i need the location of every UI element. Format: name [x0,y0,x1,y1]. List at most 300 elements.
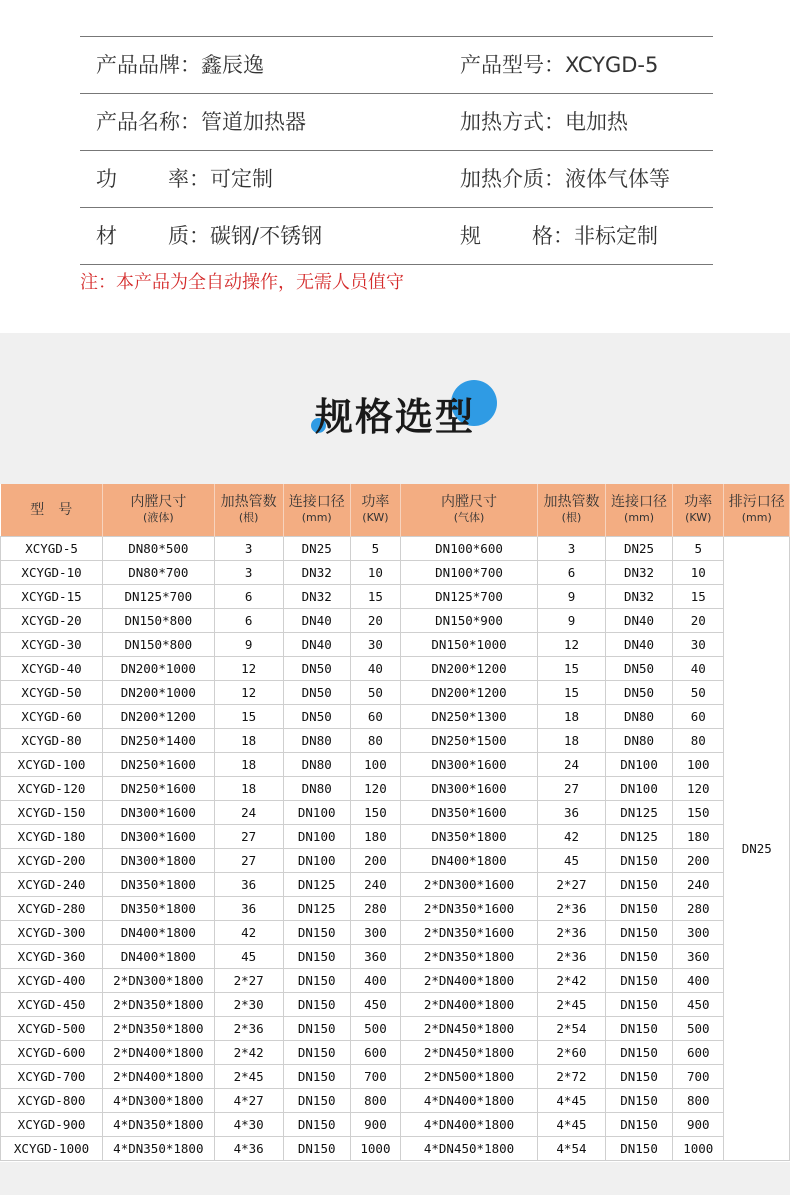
cell-liquid-port: DN32 [283,585,350,609]
table-row [1,897,790,921]
table-row [1,945,790,969]
info-brand: 产品品牌：鑫辰逸 [96,53,264,77]
cell-liquid-tubes: 45 [214,945,283,969]
brand-label: 产品品牌 [96,53,180,77]
cell-gas-power: 60 [673,705,724,729]
cell-gas-port: DN32 [606,585,673,609]
cell-gas-tubes: 45 [537,849,605,873]
cell-model: XCYGD-300 [1,921,103,945]
cell-gas-tubes: 2*72 [537,1065,605,1089]
cell-liquid-port: DN32 [283,561,350,585]
cell-gas-port: DN150 [606,1113,673,1137]
cell-liquid-port: DN80 [283,753,350,777]
cell-gas-port: DN150 [606,897,673,921]
cell-liquid-tubes: 6 [214,609,283,633]
cell-model: XCYGD-200 [1,849,103,873]
th-gas-size: 内膛尺寸 (气体) [401,484,538,537]
cell-gas-size: 2*DN350*1600 [401,897,538,921]
cell-gas-tubes: 2*45 [537,993,605,1017]
table-row [1,921,790,945]
cell-liquid-power: 5 [350,537,401,561]
cell-gas-tubes: 15 [537,681,605,705]
cell-liquid-size: DN200*1000 [103,657,215,681]
cell-gas-power: 40 [673,657,724,681]
table-row [1,657,790,681]
cell-liquid-size: 2*DN350*1800 [103,993,215,1017]
table-row [1,1089,790,1113]
cell-gas-port: DN100 [606,753,673,777]
cell-liquid-power: 450 [350,993,401,1017]
cell-liquid-tubes: 18 [214,777,283,801]
cell-liquid-size: DN400*1800 [103,945,215,969]
cell-liquid-size: DN80*700 [103,561,215,585]
cell-gas-tubes: 9 [537,609,605,633]
cell-gas-size: DN400*1800 [401,849,538,873]
cell-gas-size: DN125*700 [401,585,538,609]
cell-liquid-tubes: 3 [214,537,283,561]
cell-liquid-size: 2*DN400*1800 [103,1065,215,1089]
cell-liquid-power: 600 [350,1041,401,1065]
name-label: 产品名称 [96,110,180,134]
cell-liquid-power: 50 [350,681,401,705]
cell-liquid-size: 4*DN300*1800 [103,1089,215,1113]
brand-value: 鑫辰逸 [201,53,264,77]
cell-gas-power: 360 [673,945,724,969]
cell-gas-port: DN150 [606,873,673,897]
cell-gas-power: 150 [673,801,724,825]
cell-liquid-tubes: 12 [214,657,283,681]
cell-model: XCYGD-10 [1,561,103,585]
heating-method-value: 电加热 [565,110,628,134]
cell-liquid-size: 4*DN350*1800 [103,1113,215,1137]
cell-gas-size: DN100*700 [401,561,538,585]
info-spec: 规 格：非标定制 [460,208,658,264]
cell-gas-size: 4*DN400*1800 [401,1089,538,1113]
product-info-table [80,36,713,265]
cell-liquid-size: 4*DN350*1800 [103,1137,215,1161]
cell-liquid-power: 360 [350,945,401,969]
cell-liquid-power: 100 [350,753,401,777]
cell-liquid-port: DN150 [283,993,350,1017]
power-label-a: 功 [96,167,117,191]
cell-model: XCYGD-900 [1,1113,103,1137]
cell-gas-tubes: 15 [537,657,605,681]
cell-liquid-tubes: 12 [214,681,283,705]
cell-model: XCYGD-360 [1,945,103,969]
cell-liquid-power: 80 [350,729,401,753]
cell-model: XCYGD-700 [1,1065,103,1089]
cell-liquid-tubes: 27 [214,825,283,849]
cell-gas-port: DN150 [606,945,673,969]
cell-gas-power: 30 [673,633,724,657]
cell-liquid-port: DN100 [283,849,350,873]
cell-gas-size: DN150*1000 [401,633,538,657]
cell-model: XCYGD-30 [1,633,103,657]
cell-gas-tubes: 2*27 [537,873,605,897]
cell-liquid-tubes: 2*36 [214,1017,283,1041]
cell-gas-port: DN50 [606,657,673,681]
info-heating-method: 加热方式：电加热 [460,110,628,134]
info-name: 产品名称：管道加热器 [96,110,306,134]
cell-model: XCYGD-150 [1,801,103,825]
cell-liquid-size: DN300*1600 [103,825,215,849]
cell-liquid-tubes: 3 [214,561,283,585]
cell-liquid-power: 200 [350,849,401,873]
cell-gas-port: DN100 [606,777,673,801]
cell-liquid-size: DN200*1200 [103,705,215,729]
cell-gas-tubes: 2*54 [537,1017,605,1041]
cell-gas-size: DN200*1200 [401,681,538,705]
cell-liquid-port: DN150 [283,1137,350,1161]
table-row [1,1113,790,1137]
power-value: 可定制 [210,167,273,191]
th-gas-power: 功率 (KW) [673,484,724,537]
cell-liquid-power: 20 [350,609,401,633]
cell-model: XCYGD-20 [1,609,103,633]
cell-gas-port: DN80 [606,705,673,729]
cell-gas-tubes: 2*60 [537,1041,605,1065]
cell-gas-size: DN150*900 [401,609,538,633]
cell-liquid-power: 180 [350,825,401,849]
cell-liquid-tubes: 27 [214,849,283,873]
cell-gas-port: DN125 [606,825,673,849]
spec-label-a: 规 [460,224,481,248]
table-row [1,633,790,657]
cell-liquid-tubes: 4*27 [214,1089,283,1113]
cell-gas-size: DN350*1600 [401,801,538,825]
cell-gas-tubes: 42 [537,825,605,849]
cell-gas-port: DN150 [606,1065,673,1089]
cell-liquid-power: 240 [350,873,401,897]
th-model: 型 号 [1,484,103,537]
cell-gas-power: 1000 [673,1137,724,1161]
cell-gas-size: 2*DN450*1800 [401,1041,538,1065]
cell-gas-port: DN150 [606,1017,673,1041]
cell-gas-port: DN125 [606,801,673,825]
cell-liquid-size: 2*DN400*1800 [103,1041,215,1065]
cell-gas-port: DN150 [606,993,673,1017]
th-gas-tubes: 加热管数 (根) [537,484,605,537]
table-row [1,1041,790,1065]
cell-gas-size: 2*DN500*1800 [401,1065,538,1089]
cell-model: XCYGD-600 [1,1041,103,1065]
table-row [1,1017,790,1041]
material-value: 碳钢/不锈钢 [210,224,323,248]
cell-model: XCYGD-180 [1,825,103,849]
cell-gas-port: DN150 [606,1137,673,1161]
cell-liquid-size: DN350*1800 [103,897,215,921]
cell-gas-power: 280 [673,897,724,921]
cell-liquid-port: DN50 [283,681,350,705]
table-header-row [1,484,790,537]
cell-gas-tubes: 18 [537,705,605,729]
table-row [1,1065,790,1089]
cell-model: XCYGD-5 [1,537,103,561]
cell-gas-port: DN40 [606,609,673,633]
cell-gas-power: 450 [673,993,724,1017]
section-footer [0,1162,790,1195]
cell-gas-power: 600 [673,1041,724,1065]
cell-model: XCYGD-120 [1,777,103,801]
heating-method-label: 加热方式 [460,110,544,134]
table-row [1,969,790,993]
info-material: 材 质：碳钢/不锈钢 [96,208,322,264]
cell-liquid-port: DN125 [283,897,350,921]
table-row [1,801,790,825]
cell-liquid-tubes: 18 [214,753,283,777]
table-body [1,537,790,1161]
cell-gas-port: DN150 [606,1089,673,1113]
cell-liquid-size: DN350*1800 [103,873,215,897]
cell-gas-tubes: 36 [537,801,605,825]
cell-liquid-tubes: 4*36 [214,1137,283,1161]
cell-gas-size: 2*DN350*1600 [401,921,538,945]
cell-liquid-port: DN80 [283,729,350,753]
cell-liquid-size: DN300*1600 [103,801,215,825]
spec-table-container [0,484,790,1162]
cell-liquid-power: 400 [350,969,401,993]
cell-liquid-tubes: 9 [214,633,283,657]
cell-gas-tubes: 18 [537,729,605,753]
cell-liquid-power: 700 [350,1065,401,1089]
cell-model: XCYGD-450 [1,993,103,1017]
cell-liquid-tubes: 2*30 [214,993,283,1017]
cell-liquid-power: 15 [350,585,401,609]
cell-liquid-port: DN150 [283,1065,350,1089]
cell-gas-power: 80 [673,729,724,753]
table-row [1,873,790,897]
th-drain: 排污口径 (mm) [724,484,790,537]
cell-gas-size: 2*DN400*1800 [401,993,538,1017]
table-row [1,777,790,801]
cell-model: XCYGD-15 [1,585,103,609]
cell-liquid-port: DN150 [283,921,350,945]
spec-label-b: 格 [532,224,553,248]
cell-liquid-port: DN150 [283,945,350,969]
cell-gas-port: DN32 [606,561,673,585]
cell-liquid-port: DN40 [283,633,350,657]
cell-gas-power: 700 [673,1065,724,1089]
cell-liquid-tubes: 2*42 [214,1041,283,1065]
cell-gas-port: DN50 [606,681,673,705]
table-row [1,753,790,777]
cell-liquid-port: DN150 [283,1041,350,1065]
cell-gas-tubes: 2*36 [537,897,605,921]
cell-liquid-port: DN150 [283,969,350,993]
cell-liquid-port: DN100 [283,825,350,849]
cell-gas-tubes: 2*42 [537,969,605,993]
cell-gas-power: 15 [673,585,724,609]
cell-gas-power: 120 [673,777,724,801]
cell-liquid-port: DN50 [283,705,350,729]
cell-gas-power: 300 [673,921,724,945]
table-row [1,825,790,849]
table-row [1,1137,790,1161]
table-row [1,585,790,609]
cell-liquid-size: DN150*800 [103,609,215,633]
cell-model: XCYGD-240 [1,873,103,897]
cell-liquid-size: DN150*800 [103,633,215,657]
note-text: 注：本产品为全自动操作，无需人员值守 [80,272,404,293]
cell-gas-tubes: 27 [537,777,605,801]
th-liquid-power: 功率 (KW) [350,484,401,537]
model-label: 产品型号 [460,53,544,77]
cell-model: XCYGD-800 [1,1089,103,1113]
cell-gas-port: DN25 [606,537,673,561]
cell-gas-size: 2*DN350*1800 [401,945,538,969]
medium-label: 加热介质 [460,167,544,191]
cell-liquid-size: DN250*1600 [103,753,215,777]
cell-gas-power: 20 [673,609,724,633]
th-liquid-port: 连接口径 (mm) [283,484,350,537]
spec-value: 非标定制 [574,224,658,248]
table-row [1,729,790,753]
cell-gas-size: 2*DN400*1800 [401,969,538,993]
cell-gas-size: 2*DN300*1600 [401,873,538,897]
cell-liquid-port: DN150 [283,1017,350,1041]
table-row [1,537,790,561]
cell-liquid-power: 800 [350,1089,401,1113]
cell-gas-power: 200 [673,849,724,873]
cell-gas-port: DN150 [606,849,673,873]
cell-liquid-port: DN125 [283,873,350,897]
power-label-b: 率 [168,167,189,191]
name-value: 管道加热器 [201,110,306,134]
info-row-name [80,93,713,150]
cell-gas-size: 4*DN400*1800 [401,1113,538,1137]
cell-drain: DN25 [724,537,790,1161]
info-model: 产品型号：XCYGD-5 [460,53,659,77]
cell-gas-tubes: 12 [537,633,605,657]
cell-liquid-size: DN250*1600 [103,777,215,801]
cell-liquid-port: DN150 [283,1113,350,1137]
cell-model: XCYGD-60 [1,705,103,729]
material-label-b: 质 [168,224,189,248]
cell-gas-tubes: 2*36 [537,945,605,969]
cell-liquid-tubes: 36 [214,873,283,897]
cell-liquid-size: 2*DN350*1800 [103,1017,215,1041]
cell-gas-port: DN150 [606,921,673,945]
cell-gas-power: 100 [673,753,724,777]
cell-liquid-power: 30 [350,633,401,657]
cell-liquid-tubes: 42 [214,921,283,945]
cell-gas-tubes: 4*45 [537,1113,605,1137]
th-gas-port: 连接口径 (mm) [606,484,673,537]
cell-model: XCYGD-400 [1,969,103,993]
cell-gas-tubes: 9 [537,585,605,609]
table-row [1,681,790,705]
th-liquid-tubes: 加热管数 (根) [214,484,283,537]
cell-liquid-size: DN400*1800 [103,921,215,945]
cell-liquid-power: 280 [350,897,401,921]
cell-gas-size: DN250*1300 [401,705,538,729]
cell-gas-power: 50 [673,681,724,705]
cell-gas-size: DN200*1200 [401,657,538,681]
cell-liquid-power: 120 [350,777,401,801]
cell-liquid-power: 150 [350,801,401,825]
cell-model: XCYGD-100 [1,753,103,777]
cell-liquid-port: DN100 [283,801,350,825]
cell-model: XCYGD-500 [1,1017,103,1041]
cell-liquid-power: 300 [350,921,401,945]
cell-liquid-size: DN300*1800 [103,849,215,873]
cell-liquid-power: 10 [350,561,401,585]
cell-model: XCYGD-1000 [1,1137,103,1161]
cell-gas-power: 800 [673,1089,724,1113]
cell-gas-size: DN300*1600 [401,777,538,801]
cell-liquid-tubes: 18 [214,729,283,753]
cell-gas-power: 900 [673,1113,724,1137]
cell-gas-power: 240 [673,873,724,897]
cell-model: XCYGD-40 [1,657,103,681]
cell-gas-size: DN300*1600 [401,753,538,777]
cell-liquid-port: DN150 [283,1089,350,1113]
material-label-a: 材 [96,224,117,248]
cell-gas-power: 10 [673,561,724,585]
cell-liquid-tubes: 24 [214,801,283,825]
info-row-material [80,207,713,265]
info-medium: 加热介质：液体气体等 [460,167,670,191]
cell-liquid-port: DN80 [283,777,350,801]
cell-liquid-power: 40 [350,657,401,681]
cell-gas-power: 5 [673,537,724,561]
section-title: 规格选型 [314,395,475,439]
cell-gas-size: 4*DN450*1800 [401,1137,538,1161]
cell-gas-size: 2*DN450*1800 [401,1017,538,1041]
cell-model: XCYGD-280 [1,897,103,921]
table-row [1,561,790,585]
table-row [1,609,790,633]
cell-gas-tubes: 3 [537,537,605,561]
th-liquid-size: 内膛尺寸 (液体) [103,484,215,537]
cell-liquid-power: 60 [350,705,401,729]
cell-gas-tubes: 2*36 [537,921,605,945]
cell-gas-port: DN150 [606,969,673,993]
cell-gas-port: DN150 [606,1041,673,1065]
cell-liquid-tubes: 2*27 [214,969,283,993]
cell-gas-size: DN250*1500 [401,729,538,753]
cell-liquid-port: DN40 [283,609,350,633]
cell-liquid-power: 1000 [350,1137,401,1161]
info-row-brand [80,36,713,93]
cell-gas-size: DN100*600 [401,537,538,561]
cell-gas-power: 180 [673,825,724,849]
cell-gas-size: DN350*1800 [401,825,538,849]
cell-liquid-size: DN200*1000 [103,681,215,705]
spec-table [0,484,790,1161]
table-row [1,993,790,1017]
cell-liquid-tubes: 6 [214,585,283,609]
cell-liquid-power: 500 [350,1017,401,1041]
cell-gas-tubes: 6 [537,561,605,585]
cell-liquid-size: 2*DN300*1800 [103,969,215,993]
cell-liquid-power: 900 [350,1113,401,1137]
cell-gas-tubes: 4*45 [537,1089,605,1113]
cell-gas-tubes: 24 [537,753,605,777]
cell-liquid-size: DN250*1400 [103,729,215,753]
cell-liquid-size: DN125*700 [103,585,215,609]
cell-gas-power: 500 [673,1017,724,1041]
cell-model: XCYGD-50 [1,681,103,705]
cell-liquid-size: DN80*500 [103,537,215,561]
cell-liquid-tubes: 15 [214,705,283,729]
cell-gas-power: 400 [673,969,724,993]
cell-liquid-tubes: 2*45 [214,1065,283,1089]
cell-liquid-port: DN25 [283,537,350,561]
table-row [1,849,790,873]
info-row-power [80,150,713,207]
cell-gas-port: DN40 [606,633,673,657]
